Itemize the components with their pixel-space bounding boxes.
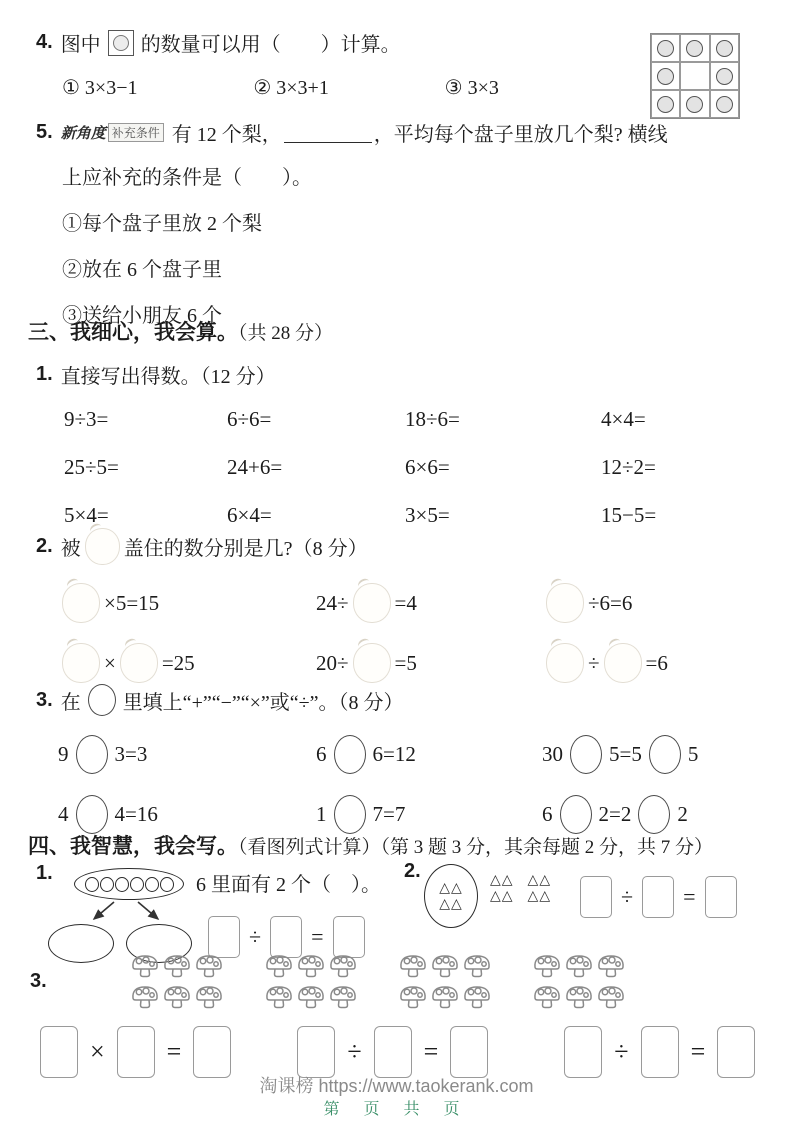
peach-cover-icon [546,583,584,623]
calc-item: 6×6= [405,455,450,479]
equation-text: 9 [58,741,69,766]
circled-triangle-group [424,864,478,928]
operator-circle-icon [649,735,681,774]
equation-text: 4=16 [114,801,158,826]
equation-text: =25 [161,650,195,675]
grid-cell [710,34,739,62]
peach-cover-icon [62,643,100,683]
answer-box [374,1026,412,1078]
equation-text: 5=5 [609,741,642,766]
covered-equation [542,583,760,623]
mushroom-group [398,952,492,1010]
equation-text: 5 [687,741,699,766]
new-angle-badge [61,122,164,143]
calc-item: 15−5= [601,503,657,527]
operator-equation [542,735,760,774]
calc-item: 6×4= [227,503,272,527]
covered-equation [542,643,760,683]
section4-q1 [36,860,404,956]
covered-equation [316,643,542,683]
section4-q3 [30,952,770,1078]
q4-option-1: ① 3×3−1 [62,77,138,99]
question-number: 1. [36,363,53,385]
answer-box [297,1026,335,1078]
question-number: 3. [30,970,47,992]
small-circle-icon [115,877,129,892]
answer-box [717,1026,755,1078]
operator-circle-icon [638,795,670,834]
operator-circle-icon [334,735,366,774]
mushroom-icon [194,983,224,1010]
equation-text: 2 [677,801,688,826]
equals-sign: = [166,1037,182,1066]
mushroom-icon [462,983,492,1010]
q5-line2: 上应补充的条件是（ ）。 [62,167,312,189]
calc-item: 9÷3= [64,407,109,431]
mushroom-icon [462,952,492,979]
mushroom-icon [596,983,626,1010]
operator-equation [316,735,542,774]
small-circle-icon [145,877,159,892]
question-number: 1. [36,862,53,884]
circle-group-oval [74,868,184,900]
equation-text: =4 [394,590,417,615]
equation-text: 1 [316,801,327,826]
mushroom-group [264,952,358,1010]
question-number: 3. [36,688,53,711]
mushroom-icon [398,983,428,1010]
multiply-operator: × [90,1037,105,1066]
calc-item: 24+6= [227,455,283,479]
operator-circle-icon [76,735,108,774]
mushroom-icon [264,983,294,1010]
equals-sign: = [423,1037,439,1066]
operator-circle-icon [570,735,602,774]
answer-box [580,876,612,918]
divide-operator: ÷ [249,924,262,949]
answer-box [641,1026,679,1078]
calc-item: 4×4= [601,407,646,431]
grid-cell [651,34,680,62]
operator-equation [316,795,542,834]
question-number: 4. [36,31,53,53]
mushroom-icon [532,983,562,1010]
covered-equation [58,643,316,683]
equals-sign: = [683,884,696,909]
grid-cell [710,62,739,90]
mushroom-icon [130,952,160,979]
grid-cell [680,34,709,62]
boxed-circle-icon [108,30,134,56]
section-4-note: （看图列式计算）（第 3 题 3 分，其余每题 2 分，共 7 分） [238,837,714,858]
section-3-note: （共 28 分） [238,323,334,344]
equation-cluster [40,1026,231,1078]
mushroom-icon [130,983,160,1010]
section3-q1 [36,360,760,528]
mushroom-icon [264,952,294,979]
mushroom-icon [162,952,192,979]
calc-item: 6÷6= [227,407,272,431]
equals-sign: = [690,1037,706,1066]
operator-equation [58,735,316,774]
peach-cover-icon [604,643,642,683]
question-number: 5. [36,121,53,143]
peach-cover-icon [62,583,100,623]
calc-item: 3×5= [405,503,450,527]
equation-text: 6 [316,741,327,766]
peach-cover-icon [546,643,584,683]
page-number-label: 第 页 共 页 [323,1101,470,1118]
triangle-row: △△ [527,888,552,904]
mushroom-icon [564,983,594,1010]
equation-text: 2=2 [598,801,632,826]
grid-cell [651,90,680,118]
mushroom-icon [328,952,358,979]
operator-circle-icon [76,795,108,834]
mushroom-group [532,952,626,1010]
q3-prompt-pre: 在 [60,691,81,714]
operator-circle-icon [334,795,366,834]
question-number: 2. [404,860,421,882]
watermark-site-text: 淘课榜 https://www.taokerank.com [259,1076,534,1096]
question-5 [36,118,760,328]
grid-cell [680,90,709,118]
small-circle-icon [85,877,99,892]
equation-text: ÷6=6 [588,590,633,615]
section-4-heading [28,830,713,860]
fill-in-blank-line [284,123,372,143]
divide-operator: ÷ [614,1037,629,1066]
grid-cell [651,62,680,90]
equation-cluster [297,1026,488,1078]
section-4-title: 四、我智慧，我会写。 [28,835,238,858]
grid-cell [680,62,709,90]
peach-cover-icon [353,643,391,683]
answer-box [450,1026,488,1078]
mushroom-icon [596,952,626,979]
equation-text: 30 [542,741,563,766]
equation-text: 7=7 [372,801,406,826]
answer-box [705,876,737,918]
equation-text: 24÷ [316,590,349,615]
covered-equation [316,583,542,623]
badge-sub-label: 补充条件 [108,123,164,142]
operator-equation [542,795,760,834]
calc-item: 25÷5= [64,455,119,479]
mushroom-icon [162,983,192,1010]
triangle-group [528,872,552,904]
equation-text: × [104,650,116,675]
q4-option-3: ③ 3×3 [444,77,499,99]
operator-circle-icon [560,795,592,834]
small-circle-icon [130,877,144,892]
divide-operator: ÷ [347,1037,362,1066]
triangle-row: △△ [527,872,552,888]
q1-prompt: 直接写出得数。（12 分） [60,366,276,388]
mushroom-icon [296,983,326,1010]
q5-option-2: ②放在 6 个盘子里 [62,259,222,281]
triangle-groups [490,872,551,904]
mushroom-strip [30,952,770,1010]
q3-equations [30,1026,770,1078]
mushroom-icon [564,952,594,979]
answer-box [117,1026,155,1078]
question-text-post: 的数量可以用（ ）计算。 [140,34,401,56]
equation-text: =5 [394,650,417,675]
badge-main-label: 新角度 [60,125,106,142]
peach-cover-icon [85,528,120,565]
question-4 [36,28,636,100]
covered-equation [58,583,316,623]
question-number: 2. [36,535,53,557]
equals-sign: = [311,924,324,949]
calc-item: 5×4= [64,503,109,527]
answer-box [40,1026,78,1078]
circle-count-grid [650,33,740,119]
triangle-row: △△ [490,872,514,888]
section3-q3 [36,684,760,836]
mushroom-icon [194,952,224,979]
mushroom-icon [532,952,562,979]
q2-prompt-post: 盖住的数分别是几?（8 分） [123,538,368,560]
equation-text: =6 [645,650,668,675]
small-circle-icon [100,877,114,892]
triangle-row: △△ [439,896,463,912]
q2-prompt-pre: 被 [60,538,81,560]
equation-text: 4 [58,801,69,826]
operator-circle-icon [88,684,116,716]
calc-item: 12÷2= [601,455,656,479]
answer-box [564,1026,602,1078]
section-3-title: 三、我细心，我会算。 [28,321,238,344]
q5-option-1: ①每个盘子里放 2 个梨 [62,213,262,235]
q5-option-3: ③送给小朋友 6 个 [62,305,222,327]
equation-text: 3=3 [114,741,148,766]
grid-cell [710,90,739,118]
q5-text-pre: 有 12 个梨， [171,124,282,146]
mushroom-icon [328,983,358,1010]
q3-prompt-post: 里填上“+”“−”“×”或“÷”。（8 分） [122,691,404,714]
mushroom-icon [430,952,460,979]
q1-text: 6 里面有 2 个（ ）。 [196,874,381,896]
small-circle-icon [160,877,174,892]
equation-text: 20÷ [316,650,349,675]
triangle-group [490,872,514,904]
calc-item: 18÷6= [405,407,460,431]
q4-option-2: ② 3×3+1 [253,77,329,99]
mushroom-group [130,952,224,1010]
triangle-row: △△ [439,880,463,896]
equation-text: ÷ [588,650,600,675]
mushroom-icon [430,983,460,1010]
q5-text-post: ，平均每个盘子里放几个梨? 横线 [373,124,668,146]
divide-operator: ÷ [621,884,634,909]
peach-cover-icon [120,643,158,683]
split-arrows-icon [78,900,174,926]
equation-cluster [564,1026,755,1078]
section-3-heading [28,316,333,346]
answer-box [193,1026,231,1078]
equation-text: ×5=15 [104,590,160,615]
equation-text: 6 [542,801,553,826]
mushroom-icon [398,952,428,979]
question-text-pre: 图中 [60,34,101,56]
operator-equation [58,795,316,834]
triangle-row: △△ [490,888,514,904]
calc-grid [36,407,760,528]
section4-row [36,860,760,956]
equation-text: 6=12 [372,741,416,766]
answer-box [642,876,674,918]
mushroom-icon [296,952,326,979]
section3-q2 [36,528,760,685]
peach-cover-icon [353,583,391,623]
q4-options [36,75,636,100]
section4-q2 [404,860,760,956]
